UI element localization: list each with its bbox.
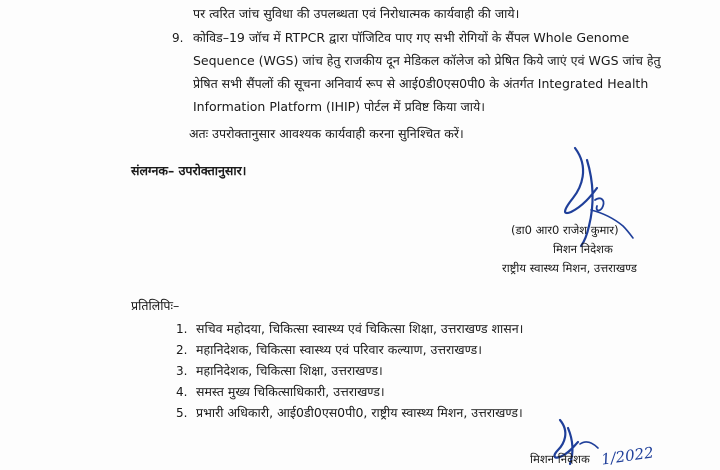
copy-item: समस्त मुख्य चिकित्साधिकारी, उत्तराखण्ड। [196,384,385,399]
signature-date: 1/2022 [600,443,655,469]
closing-line: अतः उपरोक्तानुसार आवश्यक कार्यवाही करना सुनिश्चित करें। [189,126,464,141]
copy-heading: प्रतिलिपिः– [131,298,180,313]
copy-item-number: 1. [176,322,188,336]
copy-item-number: 2. [176,343,188,357]
footer-signatory: मिशन निदेशक [530,452,590,466]
copy-item-number: 4. [176,385,188,399]
signatory-name: (डा0 आर0 राजेश कुमार) [511,223,619,237]
copy-item: महानिदेशक, चिकित्सा शिक्षा, उत्तराखण्ड। [196,363,383,378]
item-9-number: 9. [172,31,184,45]
item-9-line-3: प्रेषित सभी सैंपलों की सूचना अनिवार्य रूप से आई0डी0एस0पी0 के अंतर्गत Integrated Health [193,76,649,91]
copy-item: प्रभारी अधिकारी, आई0डी0एस0पी0, राष्ट्रीय स्वास्थ्य मिशन, उत्तराखण्ड। [196,405,523,420]
copy-item: महानिदेशक, चिकित्सा स्वास्थ्य एवं परिवार कल्याण, उत्तराखण्ड। [196,342,482,357]
item-9-line-2: Sequence (WGS) जांच हेतु राजकीय दून मेडिकल कॉलेज को प्रेषित किये जाएं एवं WGS जांच हेतु [193,53,661,68]
copy-item: सचिव महोदया, चिकित्सा स्वास्थ्य एवं चिकित्सा शिक्षा, उत्तराखण्ड शासन। [196,321,524,336]
item-9-line-1: कोविड–19 जॉच में RTPCR द्वारा पॉजिटिव पाए गए सभी रोगियों के सैंपल Whole Genome [193,30,630,45]
signatory-organisation: राष्ट्रीय स्वास्थ्य मिशन, उत्तराखण्ड [502,261,637,275]
signatory-designation: मिशन निदेशक [553,242,613,256]
copy-item-number: 3. [176,364,188,378]
item-9-line-4: Information Platform (IHIP) पोर्टल में प्रविष्ट किया जाये। [193,99,485,114]
item-8-tail: पर त्वरित जांच सुविधा की उपलब्धता एवं निरोधात्मक कार्यवाही की जाये। [193,6,520,21]
enclosure-line: संलग्नक– उपरोक्तानुसार। [131,163,247,178]
copy-item-number: 5. [176,406,188,420]
